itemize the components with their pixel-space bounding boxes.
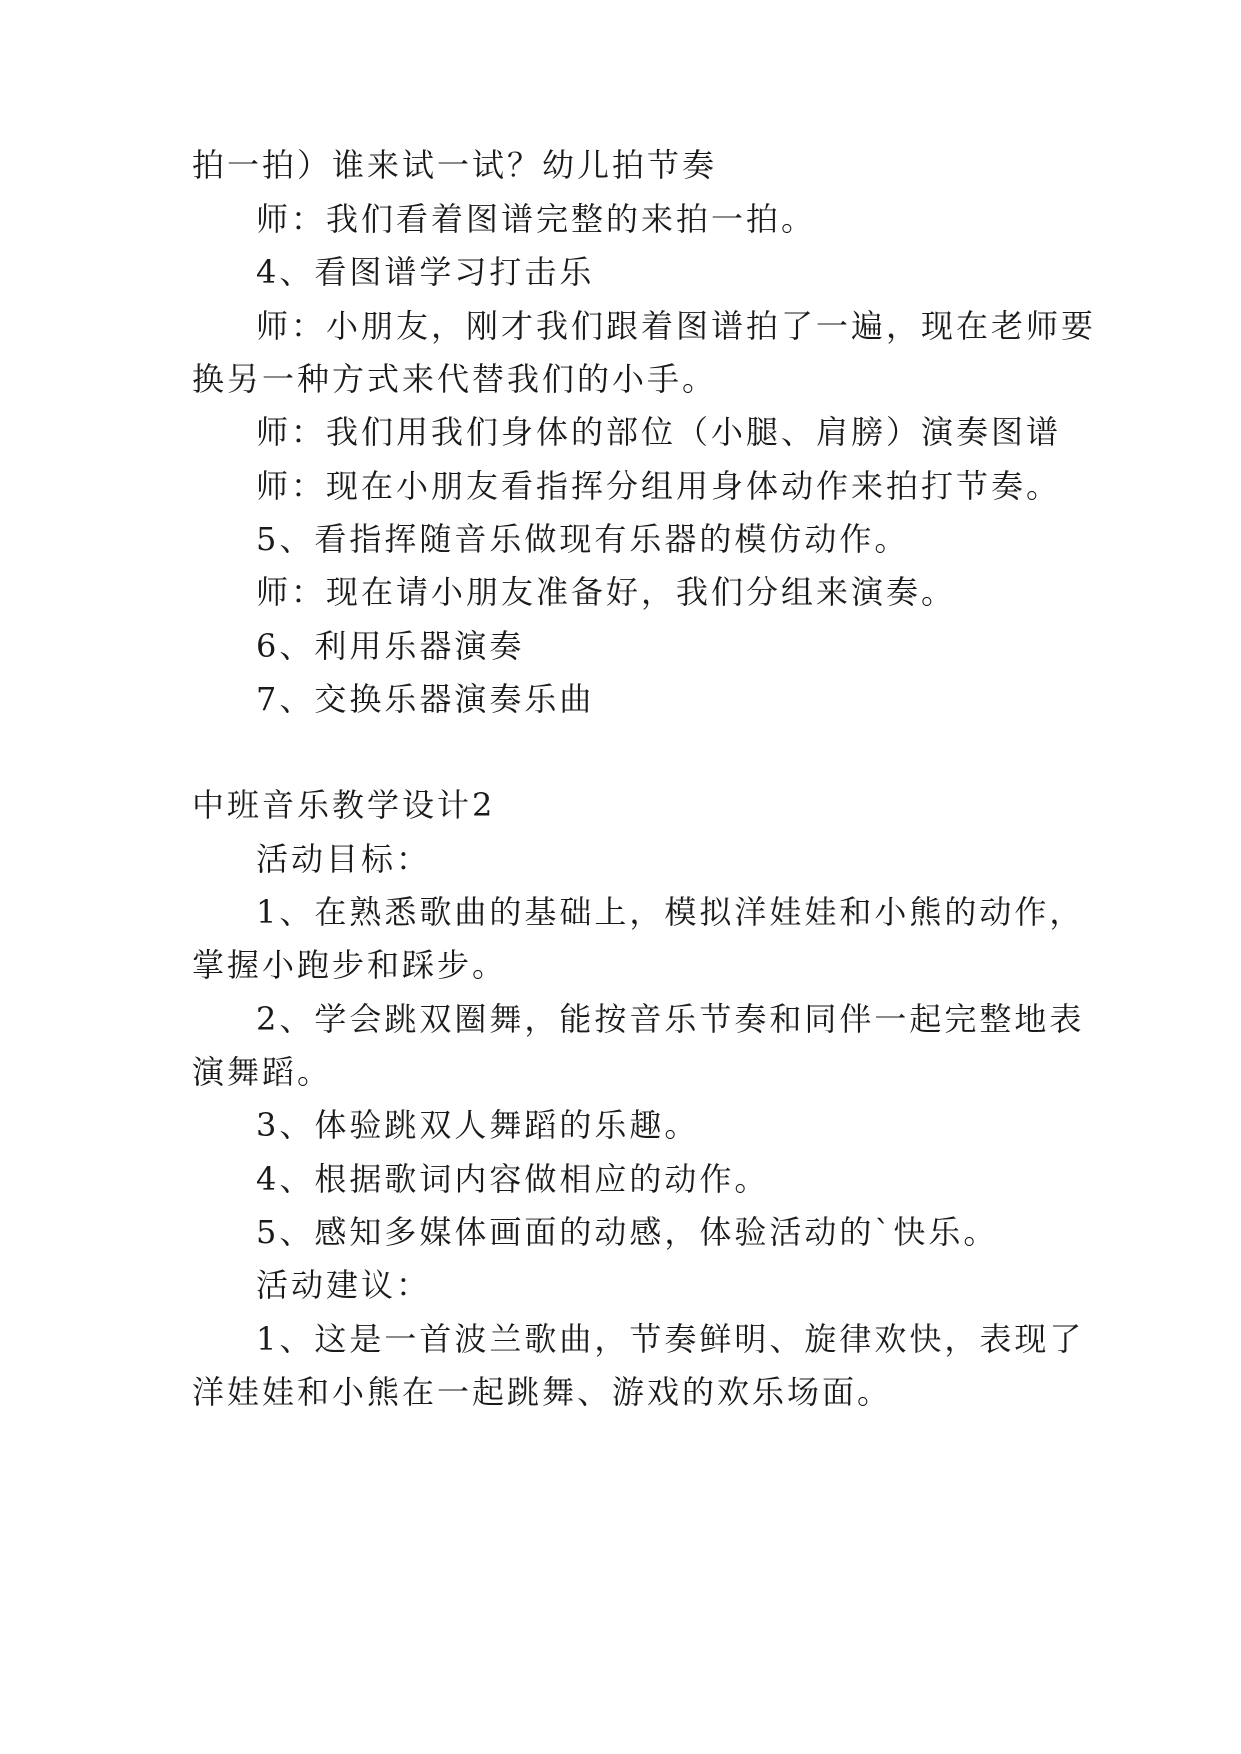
paragraph-line: 6、利用乐器演奏 (256, 627, 525, 665)
paragraph-line: 3、体验跳双人舞蹈的乐趣。 (256, 1106, 700, 1144)
paragraph-line: 5、感知多媒体画面的动感，体验活动的`快乐。 (256, 1213, 999, 1251)
paragraph-line: 5、看指挥随音乐做现有乐器的模仿动作。 (256, 520, 910, 558)
paragraph-line: 师：我们看着图谱完整的来拍一拍。 (256, 200, 817, 238)
paragraph-line: 师：我们用我们身体的部位（小腿、肩膀）演奏图谱 (256, 413, 1062, 451)
paragraph-line: 1、这是一首波兰歌曲，节奏鲜明、旋律欢快，表现了 (256, 1320, 1085, 1358)
paragraph-line: 活动建议： (256, 1266, 432, 1304)
paragraph-line: 换另一种方式来代替我们的小手。 (192, 360, 718, 398)
paragraph-line: 演舞蹈。 (192, 1053, 333, 1091)
paragraph-line: 活动目标： (256, 840, 432, 878)
paragraph-line: 师：现在请小朋友准备好，我们分组来演奏。 (256, 573, 957, 611)
paragraph-line: 师：小朋友，刚才我们跟着图谱拍了一遍，现在老师要 (256, 307, 1097, 345)
paragraph-line: 2、学会跳双圈舞，能按音乐节奏和同伴一起完整地表 (256, 1000, 1085, 1038)
paragraph-line: 师：现在小朋友看指挥分组用身体动作来拍打节奏。 (256, 467, 1062, 505)
paragraph-line: 1、在熟悉歌曲的基础上，模拟洋娃娃和小熊的动作， (256, 893, 1085, 931)
paragraph-line: 4、根据歌词内容做相应的动作。 (256, 1160, 770, 1198)
paragraph-line: 拍一拍）谁来试一试？幼儿拍节奏 (192, 146, 718, 184)
paragraph-line: 4、看图谱学习打击乐 (256, 253, 595, 291)
paragraph-line: 掌握小跑步和踩步。 (192, 946, 508, 984)
paragraph-line: 洋娃娃和小熊在一起跳舞、游戏的欢乐场面。 (192, 1373, 893, 1411)
section-heading: 中班音乐教学设计2 (192, 786, 496, 824)
paragraph-line: 7、交换乐器演奏乐曲 (256, 680, 595, 718)
